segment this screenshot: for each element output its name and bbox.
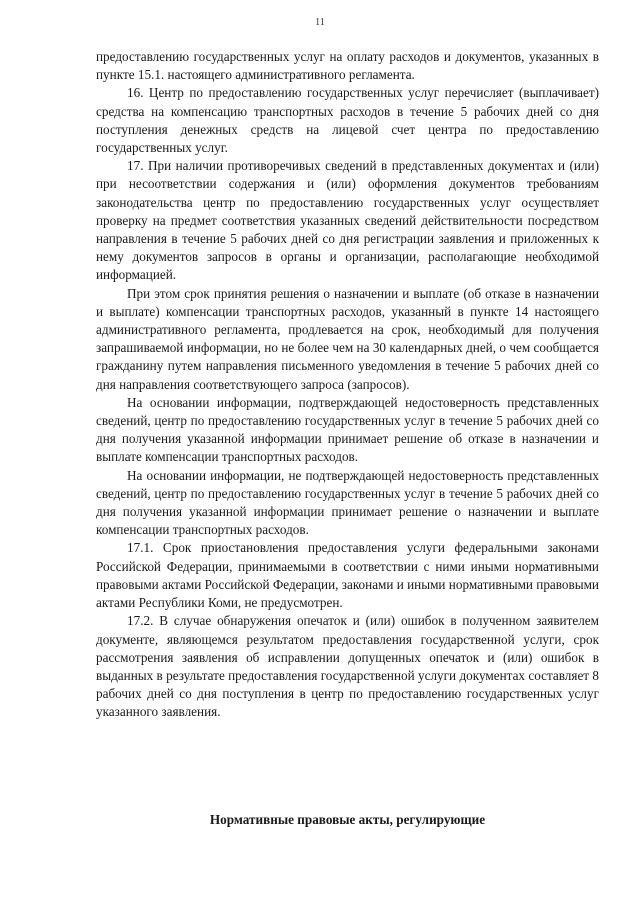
document-body xyxy=(96,48,599,722)
paragraph-17-2: 17.2. В случае обнаружения опечаток и (или) ошибок в полученном заявителем документе, являющемся результатом предоставления государственной услуги, срок рассмотрения заявления об исправлении допущенных опечаток и (или) ошибок в выданных в результате предоставления государственной услуги документах составляет 8 рабочих дней со дня поступления в центр по предоставлению государственных услуг указанного заявления. xyxy=(96,613,599,720)
paragraph-16: 16. Центр по предоставлению государственных услуг перечисляет (выплачивает) средства на компенсацию транспортных расходов в течение 5 рабочих дней со дня поступления денежных средств на лицевой счет центра по предоставлению государственных услуг. xyxy=(96,85,599,156)
paragraph-17-grant: На основании информации, не подтверждающей недостоверность представленных сведений, центр по предоставлению государственных услуг в течение 5 рабочих дней со дня получения указанной информации принимает решение о назначении и выплате компенсации транспортных расходов. xyxy=(96,467,599,538)
paragraph-17-term-extension: При этом срок принятия решения о назначении и выплате (об отказе в назначении и выплате) компенсации транспортных расходов, указанный в пункте 14 настоящего административного регламента, продлевается на срок, необходимый для получения запрашиваемой информации, но не более чем на 30 календарных дней, о чем сообщается гражданину путем направления письменного уведомления в течение 5 рабочих дней со дня направления соответствующего запроса (запросов). xyxy=(96,285,599,392)
section-heading: Нормативные правовые акты, регулирующие xyxy=(209,812,486,827)
paragraph-17-1: 17.1. Срок приостановления предоставления услуги федеральными законами Российской Федерации, принимаемыми в соответствии с ними иными нормативными правовыми актами Российской Федерации, законами и иными нормативными правовыми актами Республики Коми, не предусмотрен. xyxy=(96,540,599,611)
page-number: 11 xyxy=(315,17,325,28)
paragraph-17-refusal: На основании информации, подтверждающей недостоверность представленных сведений, центр по предоставлению государственных услуг в течение 5 рабочих дней со дня получения указанной информации принимает решение об отказе в назначении и выплате компенсации транспортных расходов. xyxy=(96,394,599,465)
paragraph-17: 17. При наличии противоречивых сведений в представленных документах и (или) при несоответствии содержания и (или) оформления документов требованиям законодательства центр по предоставлению государственных услуг осуществляет проверку на предмет соответствия указанных сведений действительности посредством направления в течение 5 рабочих дней со дня регистрации заявления и приложенных к нему документов запросов в органы и организации, располагающие необходимой информацией. xyxy=(96,158,599,283)
paragraph-continuation: предоставлению государственных услуг на оплату расходов и документов, указанных в пункте 15.1. настоящего административного регламента. xyxy=(96,49,599,83)
